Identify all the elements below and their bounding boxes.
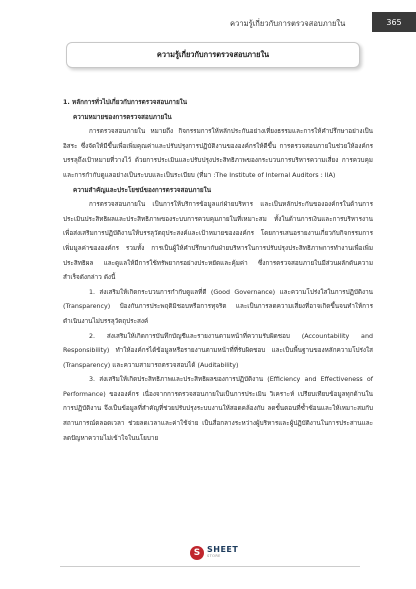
footer-divider (60, 566, 360, 567)
logo-text (207, 546, 238, 560)
list-item-3: 3. ส่งเสริมให้เกิดประสิทธิภาพและประสิทธิผลของการปฏิบัติงาน (Efficiency and Effectiveness of Performance) ขององค์กร เนื่องจากการตรวจสอบภายในเป็นการประเมิน วิเคราะห์ เปรียบเทียบข้อมูลทุกด้านในการปฏิบัติงาน จึงเป็นข้อมูลที่สำคัญที่ช่วยปรับปรุงระบบงานให้สอดคล้องกับ ลดขั้นตอนที่ซ้ำซ้อนและให้เหมาะสมกับสถานการณ์ตลอดเวลา ช่วยลดเวลาและค่าใช้จ่าย เป็นสื่อกลางระหว่างผู้บริหารและผู้ปฏิบัติงานในการประสานและลดปัญหาความไม่เข้าใจในนโยบาย (63, 376, 373, 442)
subsection-heading-meaning: ความหมายของการตรวจสอบภายใน (73, 113, 172, 121)
page-number-box (372, 12, 416, 32)
logo-sub: STORE (207, 554, 221, 558)
list-item-1: 1. ส่งเสริมให้เกิดกระบวนการกำกับดูแลที่ดี (Good Governance) และความโปร่งใสในการปฏิบัติงาน (Transparency) ป้องกันการประพฤติมิชอบหรือการทุจริต และเป็นการลดความเสี่ยงที่อาจเกิดขึ้นจนทำให้การดำเนินงานไม่บรรลุวัตถุประสงค์ (63, 288, 373, 325)
paragraph-meaning: การตรวจสอบภายใน หมายถึง กิจกรรมการให้หลักประกันอย่างเที่ยงธรรมและการให้คำปรึกษาอย่างเป็นอิสระ ซึ่งจัดให้มีขึ้นเพื่อเพิ่มคุณค่าและปรับปรุงการปฏิบัติงานขององค์กรให้ดีขึ้น การตรวจสอบภายในช่วยให้องค์กรบรรลุถึงเป้าหมายที่วางไว้ ด้วยการประเมินและปรับปรุงประสิทธิภาพของกระบวนการบริหารความเสี่ยง การควบคุมและการกำกับดูแลอย่างเป็นระบบและเป็นระเบียบ (ที่มา :The Institute of Internal Auditors : IIA) (63, 128, 373, 179)
page-number: 365 (386, 17, 402, 27)
list-item-2: 2. ส่งเสริมให้เกิดการบันทึกบัญชีและรายงานตามหน้าที่ความรับผิดชอบ (Accountability and Responsibility) ทำให้องค์กรได้ข้อมูลหรือรายงานตามหน้าที่ที่รับผิดชอบ และเป็นพื้นฐานของหลักความโปร่งใส (Transparency) และความสามารถตรวจสอบได้ (Auditability) (63, 332, 373, 369)
sheet-logo-icon: S (190, 546, 204, 560)
section-heading: 1. หลักการทั่วไปเกี่ยวกับการตรวจสอบภายใน (63, 99, 188, 106)
paragraph-importance: การตรวจสอบภายใน เป็นการให้บริการข้อมูลแก่ฝ่ายบริหาร และเป็นหลักประกันขององค์กรในด้านการประเมินประสิทธิผลและประสิทธิภาพของระบบการควบคุมภายในที่เหมาะสม ทั้งในด้านการเงินและการบริหารงาน เพื่อส่งเสริมการปฏิบัติงานให้บรรลุวัตถุประสงค์และเป้าหมายขององค์กร โดยการเสนอรายงานเกี่ยวกับกิจกรรมการเพิ่มมูลค่าขององค์กร รวมทั้ง การเป็นผู้ให้คำปรึกษากับฝ่ายบริหารในการปรับปรุงประสิทธิภาพการทำงานเพื่อเพิ่มประสิทธิผล และดูแลให้มีการใช้ทรัพยากรอย่างประหยัดและคุ้มค่า ซึ่งการตรวจสอบภายในมีส่วนผลักดันความสำเร็จดังกล่าว ดังนี้ (63, 201, 373, 282)
subsection-heading-importance: ความสำคัญและประโยชน์ของการตรวจสอบภายใน (73, 186, 212, 194)
footer-logo (190, 546, 238, 560)
running-header-title: ความรู้เกี่ยวกับการตรวจสอบภายใน (230, 19, 346, 28)
document-body (63, 96, 373, 446)
logo-word: SHEET (207, 545, 239, 554)
chapter-title: ความรู้เกี่ยวกับการตรวจสอบภายใน (156, 50, 270, 59)
chapter-title-box (66, 42, 360, 68)
